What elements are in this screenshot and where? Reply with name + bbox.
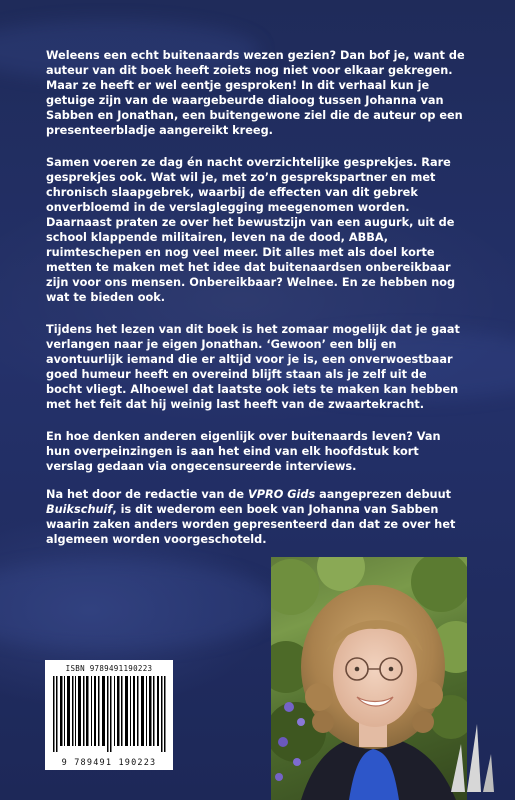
back-cover-blurb <box>46 48 466 564</box>
publisher-logo-icon <box>447 714 497 794</box>
blurb-paragraph-3: Tijdens het lezen van dit boek is het zomaar mogelijk dat je gaat verlangen naar je eigen Jonathan. ‘Gewoon’ een blij en avontuurlijk iemand die er altijd voor je is, een onverwoestbaar goed humeur heeft en overeind blijft staan als je zelf uit de bocht vliegt. Alhoewel dat laatste ook iets te maken kan hebben met het feit dat hij weinig last heeft van de zwaartekracht. <box>46 323 460 411</box>
barcode-bars <box>51 676 167 752</box>
author-photo <box>271 557 467 800</box>
isbn-barcode <box>45 660 173 770</box>
blurb-paragraph-2: Samen voeren ze dag én nacht overzichtelijke gesprekjes. Rare gesprekjes ook. Wat wil je, met zo’n gesprekspartner en met chronisch slaapgebrek, waarbij de effecten van dit gebrek onverbloemd in de verslaglegging meegenomen worden. Daarnaast praten ze over het bewustzijn van een augurk, uit de school klappende militairen, leven na de dood, ABBA, ruimteschepen en nog veel meer. Dit alles met als doel korte metten te maken met het idee dat buitenaardsen onbereikbaar zijn voor ons mensen. Onbereikbaar? Welnee. En ze hebben nog wat te bieden ook. <box>46 156 456 304</box>
blurb-paragraph-5: Na het door de redactie van de VPRO Gids aangeprezen debuut Buikschuif, is dit wederom een boek van Johanna van Sabben waarin zaken anders worden gepresenteerd dan dat ze over het algemeen worden voorgeschoteld. <box>46 488 456 546</box>
blurb-paragraph-4: En hoe denken anderen eigenlijk over buitenaards leven? Van hun overpeinzingen is aan het eind van elk hoofdstuk kort verslag gedaan via ongecensureerde interviews. <box>46 430 441 473</box>
isbn-label: ISBN 9789491190223 <box>65 664 153 673</box>
magazine-name: VPRO Gids <box>248 488 316 501</box>
brush-texture <box>0 560 280 650</box>
blurb-paragraph-1: Weleens een echt buitenaards wezen gezien? Dan bof je, want de auteur van dit boek heeft zoiets nog niet voor elkaar gekregen. Maar ze heeft er wel eentje gesproken! In dit verhaal kun je getuige zijn van de waargebeurde dialoog tussen Johanna van Sabben en Jonathan, een buitengewone ziel die de auteur op een presenteerbladje aangereikt kreeg. <box>46 49 465 137</box>
debut-title: Buikschuif <box>46 503 113 516</box>
isbn-digits: 9 789491 190223 <box>61 758 157 768</box>
author-portrait <box>271 557 467 800</box>
